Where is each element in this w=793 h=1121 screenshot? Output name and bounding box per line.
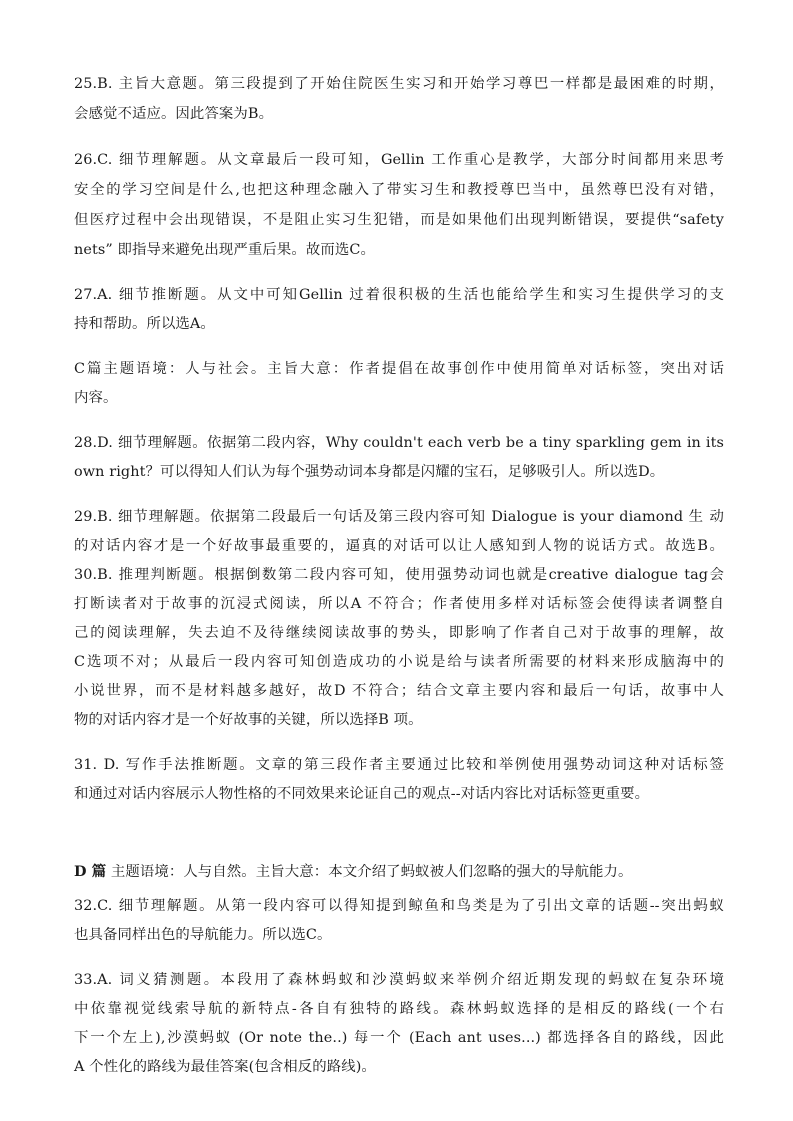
answer-30-line-4: C选项不对；从最后一段内容可知创造成功的小说是给与读者所需要的材料来形成脑海中的 xyxy=(74,654,724,670)
answer-27-line-1: 27.A. 细节推断题。从文中可知Gellin 过着很积极的生活也能给学生和实习生提供学习的支 xyxy=(74,287,724,303)
answer-26-line-2: 安全的学习空间是什么,也把这种理念融入了带实习生和教授尊巴当中，虽然尊巴没有对错， xyxy=(74,182,724,198)
passage-d-intro xyxy=(74,862,724,882)
answer-33-line-4: A 个性化的路线为最佳答案(包含相反的路线)。 xyxy=(74,1059,376,1075)
answer-30-line-1: 30.B. 推理判断题。根据倒数第二段内容可知，使用强势动词也就是creative dialogue tag会 xyxy=(74,567,724,583)
passage-d-label: D 篇 xyxy=(74,863,107,880)
answer-27-line-2: 持和帮助。所以选A。 xyxy=(74,316,215,332)
answer-30-line-3: 己的阅读理解，失去迫不及待继续阅读故事的势头，即影响了作者自己对于故事的理解，故 xyxy=(74,625,724,641)
answer-31-line-1: 31. D. 写作手法推断题。文章的第三段作者主要通过比较和举例使用强势动词这种对话标签 xyxy=(74,757,724,773)
answer-30-line-6: 物的对话内容才是一个好故事的关键，所以选择B 项。 xyxy=(74,712,423,728)
answer-29-line-2: 的对话内容才是一个好故事最重要的，逼真的对话可以让人感知到人物的说话方式。故选B。 xyxy=(74,538,724,554)
passage-d-intro-text: 主题语境：人与自然。主旨大意：本文介绍了蚂蚁被人们忽略的强大的导航能力。 xyxy=(106,864,633,880)
answer-25-line-1: 25.B. 主旨大意题。第三段提到了开始住院医生实习和开始学习尊巴一样都是最困难的时期， xyxy=(74,76,724,92)
answer-26-line-4: nets” 即指导来避免出现严重后果。故而选C。 xyxy=(74,242,375,258)
passage-c-intro-line-2: 内容。 xyxy=(74,390,118,406)
answer-28-line-1: 28.D. 细节理解题。依据第二段内容，Why couldn't each verb be a tiny sparkling gem in its xyxy=(74,435,724,451)
answer-33-line-2: 中依靠视觉线索导航的新特点-各自有独特的路线。森林蚂蚁选择的是相反的路线(一个右 xyxy=(74,1001,724,1017)
answer-29-line-1: 29.B. 细节理解题。依据第二段最后一句话及第三段内容可知 Dialogue is your diamond 生 动 xyxy=(74,509,724,525)
answer-25-line-2: 会感觉不适应。因此答案为B。 xyxy=(74,106,274,122)
answer-28-line-2: own right？可以得知人们认为每个强势动词本身都是闪耀的宝石，足够吸引人。所以选D。 xyxy=(74,464,665,480)
answer-30-line-2: 打断读者对于故事的沉浸式阅读，所以A 不符合；作者使用多样对话标签会使得读者调整自 xyxy=(74,596,724,612)
answer-26-line-1: 26.C. 细节理解题。从文章最后一段可知，Gellin 工作重心是教学，大部分时间都用来思考 xyxy=(74,152,724,168)
answer-33-line-3: 下一个左上),沙漠蚂蚁 (Or note the..) 每一个 (Each ant uses...) 都选择各自的路线，因此 xyxy=(74,1030,724,1046)
answer-32-line-1: 32.C. 细节理解题。从第一段内容可以得知提到鲸鱼和鸟类是为了引出文章的话题--突出蚂蚁 xyxy=(74,898,724,914)
answer-32-line-2: 也具备同样出色的导航能力。所以选C。 xyxy=(74,927,332,943)
answer-30-line-5: 小说世界，而不是材料越多越好，故D 不符合；结合文章主要内容和最后一句话，故事中人 xyxy=(74,683,724,699)
answer-26-line-3: 但医疗过程中会出现错误，不是阻止实习生犯错，而是如果他们出现判断错误，要提供“safety xyxy=(74,212,724,228)
answer-31-line-2: 和通过对话内容展示人物性格的不同效果来论证自己的观点--对话内容比对话标签更重要。 xyxy=(74,786,650,802)
passage-c-intro-line-1: C篇主题语境：人与社会。主旨大意：作者提倡在故事创作中使用简单对话标签，突出对话 xyxy=(74,361,724,377)
answer-33-line-1: 33.A. 词义猜测题。本段用了森林蚂蚁和沙漠蚂蚁来举例介绍近期发现的蚂蚁在复杂环境 xyxy=(74,972,724,988)
